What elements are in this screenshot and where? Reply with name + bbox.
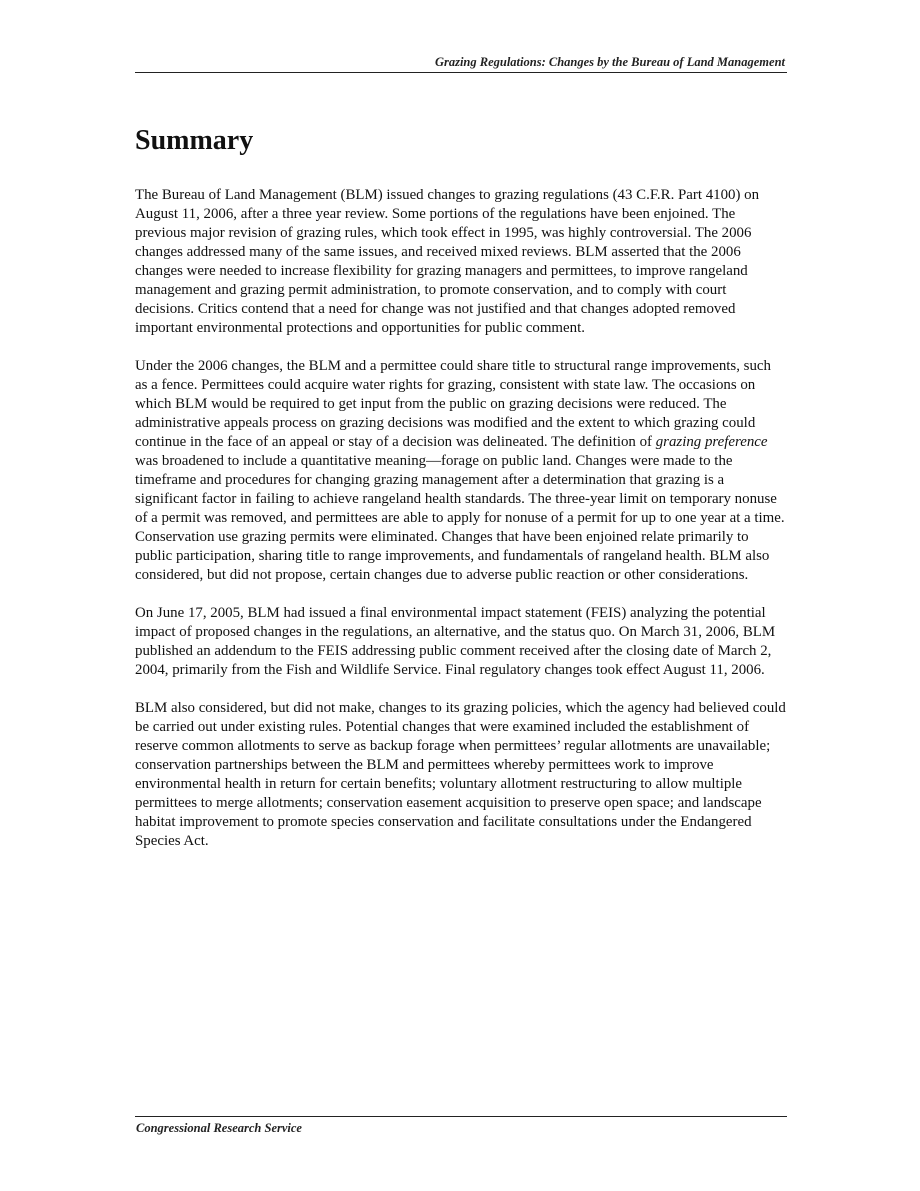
paragraph-3: On June 17, 2005, BLM had issued a final environmental impact statement (FEIS) analyzing the potential impact of proposed changes in the regulations, an alternative, and the status quo. On March 31, 2006, BLM published an addendum to the FEIS addressing public comment received after the closing date of March 2, 2004, primarily from the Fish and Wildlife Service. Final regulatory changes took effect August 11, 2006. xyxy=(135,605,776,678)
footer-divider xyxy=(135,1116,787,1117)
header-divider xyxy=(135,72,787,73)
grazing-preference-term: grazing preference xyxy=(655,434,768,450)
paragraph-2-text-start: Under the 2006 changes, the BLM and a permittee could share title to structural range improvements, such as a fence. Permittees could acquire water rights for grazing, consistent with state law. The occasions on which BLM would be required to get input from the public on grazing decisions were reduced. The administrative appeals process on grazing decisions was modified and the extent to which grazing could continue in the face of an appeal or stay of a decision was delineated. The definition of xyxy=(135,358,771,450)
paragraph-2 xyxy=(135,357,787,585)
paragraph-1: The Bureau of Land Management (BLM) issued changes to grazing regulations (43 C.F.R. Part 4100) on August 11, 2006, after a three year review. Some portions of the regulations have been enjoined. The previous major revision of grazing rules, which took effect in 1995, was highly controversial. The 2006 changes addressed many of the same issues, and received mixed reviews. BLM asserted that the 2006 changes were needed to increase flexibility for grazing managers and permittees, to improve rangeland management and grazing permit administration, to promote conservation, and to comply with court decisions. Critics contend that a need for change was not justified and that changes adopted removed important environmental protections and opportunities for public comment. xyxy=(135,187,760,336)
running-header: Grazing Regulations: Changes by the Bureau of Land Management xyxy=(434,55,785,69)
summary-section xyxy=(135,126,787,870)
page-title: Summary xyxy=(135,125,254,156)
paragraph-2-text-end: was broadened to include a quantitative meaning—forage on public land. Changes were made to the timeframe and procedures for changing grazing management after a determination that grazing is a significant factor in failing to achieve rangeland health standards. The three-year limit on temporary nonuse of a permit was removed, and permittees are able to apply for nonuse of a permit for up to one year at a time. Conservation use grazing permits were eliminated. Changes that have been enjoined relate primarily to public participation, sharing title to range improvements, and fundamentals of rangeland health. BLM also considered, but did not propose, certain changes due to adverse public reaction or other considerations. xyxy=(135,453,785,583)
paragraph-4: BLM also considered, but did not make, changes to its grazing policies, which the agency had believed could be carried out under existing rules. Potential changes that were examined included the establishment of reserve common allotments to serve as backup forage when permittees’ regular allotments are unavailable; conservation partnerships between the BLM and permittees whereby permittees work to improve environmental health in return for certain benefits; voluntary allotment restructuring to allow multiple permittees to merge allotments; conservation easement acquisition to preserve open space; and landscape habitat improvement to promote species conservation and facilitate consultations under the Endangered Species Act. xyxy=(135,700,786,849)
footer-publisher: Congressional Research Service xyxy=(136,1121,302,1135)
